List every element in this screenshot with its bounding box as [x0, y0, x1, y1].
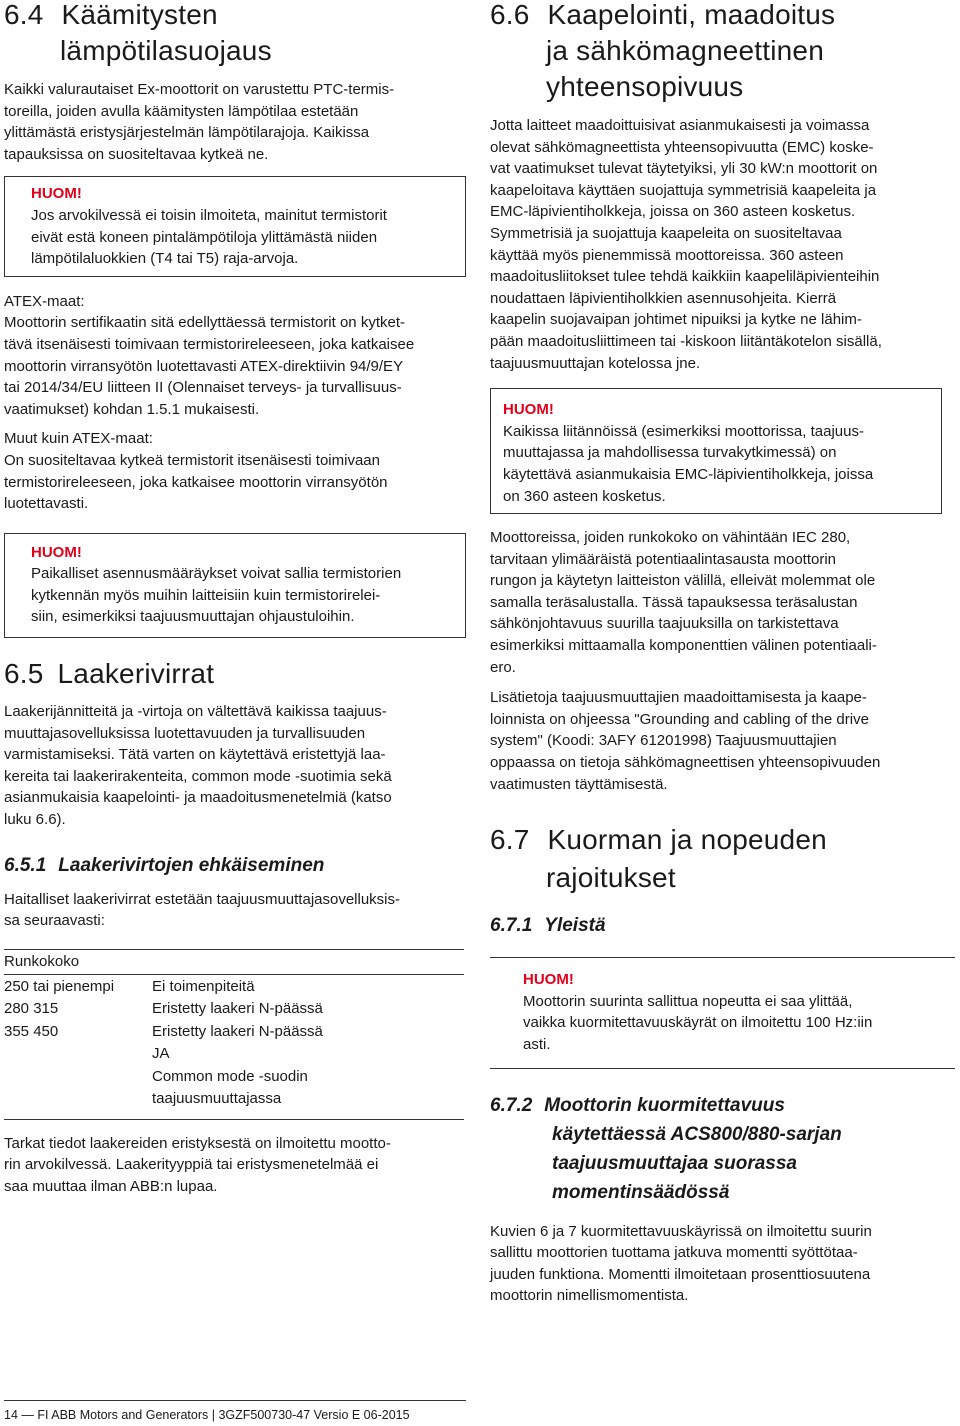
- text-line: luotettavasti.: [4, 495, 89, 513]
- section-6-6-heading: [490, 0, 958, 105]
- table-cell-action: Eristetty laakeri N-päässä: [152, 1000, 323, 1018]
- note-box: [490, 388, 942, 514]
- text-line: kaapelin suojavaipan johtimet nipuiksi ja kytke ne lähim-: [490, 311, 862, 329]
- text-line: taajuusmuuttajassa: [152, 1090, 282, 1108]
- text-line: tarvitaan ylimääräistä potentiaalintasausta moottorin: [490, 550, 837, 568]
- heading-text: Laakerivirrat: [57, 658, 215, 690]
- text-line: taajuusmuuttajan kotelossa jne.: [490, 354, 701, 372]
- text-line: Moottoreissa, joiden runkokoko on vähintään IEC 280,: [490, 529, 851, 547]
- text-line: kereita tai laakerirakenteita, common mode -suotimia sekä: [4, 767, 392, 785]
- heading-text: Laakerivirtojen ehkäiseminen: [58, 854, 325, 876]
- text-line: JA: [152, 1045, 170, 1063]
- note-text: [503, 421, 941, 507]
- section-number: 6.7.2: [490, 1094, 533, 1116]
- paragraph: [490, 115, 958, 374]
- note-heading: HUOM!: [31, 543, 82, 561]
- section-number: 6.5: [4, 658, 44, 690]
- paragraph: [490, 527, 958, 678]
- footer-rule: [4, 1400, 466, 1401]
- table-header: Runkokoko: [4, 949, 464, 975]
- heading-line: rajoitukset: [546, 862, 676, 894]
- text-line: on 360 asteen kosketus.: [503, 487, 666, 505]
- table-row: [4, 976, 464, 999]
- heading-text: Yleistä: [544, 915, 606, 937]
- text-line: pään maadoitusliittimeen tai -kiskoon liitäntäkotelon sisällä,: [490, 332, 882, 350]
- section-6-7-1-heading: [490, 911, 958, 940]
- text-line: tai 2014/34/EU liitteen II (Olennaiset terveys- ja turvallisuus-: [4, 379, 402, 397]
- section-number: 6.6: [490, 0, 530, 30]
- text-line: esimerkiksi mittaamalla komponenttien välinen potentiaali-: [490, 637, 877, 655]
- note-heading: HUOM!: [31, 185, 82, 203]
- text-line: Jotta laitteet maadoittuisivat asianmukaisesti ja voimassa: [490, 117, 870, 134]
- text-line: termistorireleeseen, joka katkaisee moottorin virransyötön: [4, 473, 388, 491]
- table-cell-action: [152, 1021, 464, 1111]
- paragraph: [4, 428, 464, 514]
- text-line: ATEX-maat:: [4, 292, 85, 310]
- text-line: oppaassa on tietoja sähkömagneettisen yhteensopivuuden: [490, 754, 881, 772]
- text-line: Kuvien 6 ja 7 kuormitettavuuskäyrissä on ilmoitettu suurin: [490, 1222, 872, 1240]
- paragraph: [4, 889, 464, 932]
- section-6-7-2-heading: [490, 1091, 958, 1207]
- text-line: muuttajasovelluksissa luotettavuuden ja turvallisuuden: [4, 724, 366, 742]
- text-line: Muut kuin ATEX-maat:: [4, 430, 153, 448]
- text-line: Moottorin sertifikaatin sitä edellyttäessä termistorit on kytket-: [4, 314, 405, 332]
- text-line: siin, esimerkiksi taajuusmuuttajan ohjaustuloihin.: [31, 608, 355, 626]
- heading-line: Kuorman ja nopeuden: [547, 824, 827, 856]
- section-6-5-1-heading: [4, 851, 464, 880]
- section-number: 6.7.1: [490, 915, 533, 937]
- text-line: lämpötilaluokkien (T4 tai T5) raja-arvoja.: [31, 250, 299, 268]
- text-line: rungon ja käytetyn laitteiston välillä, elleivät molemmat ole: [490, 572, 876, 590]
- text-line: moottorin virransyötön luotettavasti ATEX-direktiivin 94/9/EY: [4, 357, 404, 375]
- text-line: luku 6.6).: [4, 811, 66, 829]
- text-line: On suositeltavaa kytkeä termistorit itsenäisesti toimivaan: [4, 451, 380, 469]
- paragraph: [4, 79, 464, 165]
- text-line: Eristetty laakeri N-päässä: [152, 1022, 323, 1040]
- text-line: Jos arvokilvessä ei toisin ilmoiteta, mainitut termistorit: [31, 206, 387, 224]
- table-row: [4, 1021, 464, 1111]
- heading-line: lämpötilasuojaus: [60, 35, 272, 66]
- text-line: loinnista on ohjeessa "Grounding and cabling of the drive: [490, 710, 869, 728]
- note-text: [523, 991, 955, 1056]
- heading-line: taajuusmuuttajaa suorassa: [552, 1152, 797, 1174]
- table-cell-size: 355 450: [4, 1022, 59, 1040]
- heading-line: Käämitysten: [61, 0, 218, 30]
- text-line: rin arvokilvessä. Laakerityyppiä tai eristysmenetelmää ei: [4, 1156, 379, 1174]
- text-line: system" (Koodi: 3AFY 61201998) Taajuusmuuttajien: [490, 732, 837, 750]
- text-line: vaikka kuormitettavuuskäyrät on ilmoitettu 100 Hz:iin: [523, 1014, 873, 1032]
- text-line: tapauksissa on suositeltavaa kytkeä ne.: [4, 145, 269, 163]
- section-number: 6.5.1: [4, 854, 47, 876]
- note-heading: HUOM!: [503, 401, 554, 419]
- text-line: Laakerijännitteitä ja -virtoja on vältettävä kaikissa taajuus-: [4, 703, 387, 721]
- text-line: Common mode -suodin: [152, 1067, 308, 1085]
- text-line: sallittu moottorien tuottama jatkuva momentti syöttötaa-: [490, 1244, 858, 1262]
- note-box: [4, 533, 466, 638]
- heading-line: käytettäessä ACS800/880-sarjan: [552, 1123, 842, 1145]
- text-line: sähkönjohtavuus suurilla taajuuksilla on tarkistettava: [490, 615, 839, 633]
- text-line: toreilla, joiden avulla käämitysten lämpötilaa estetään: [4, 102, 359, 120]
- text-line: kaapeloitava käyttäen suojattuja symmetrisiä kaapeleita ja: [490, 181, 877, 199]
- text-line: vat vaatimukset tulevat täytetyiksi, yli 30 kW:n moottorit on: [490, 160, 878, 178]
- text-line: tävä itsenäisesti toimivaan termistorireleeseen, joka katkaisee: [4, 335, 415, 353]
- text-line: saa muuttaa ilman ABB:n lupaa.: [4, 1178, 218, 1195]
- text-line: asianmukaisia kaapelointi- ja maadoitusmenetelmiä (katso: [4, 789, 392, 807]
- heading-line: yhteensopivuus: [546, 71, 744, 102]
- text-line: ylittämästä eristysjärjestelmän lämpötilarajoja. Kaikissa: [4, 124, 370, 142]
- right-column: [490, 0, 958, 1307]
- text-line: vaatimukset) kohdan 1.5.1 mukaisesti.: [4, 400, 260, 418]
- table-cell-size: 280 315: [4, 1000, 59, 1018]
- section-6-5-heading: [4, 656, 464, 692]
- text-line: Kaikissa liitännöissä (esimerkiksi moottorissa, taajuus-: [503, 422, 864, 440]
- section-6-4-heading: [4, 0, 464, 69]
- text-line: maadoitusliitokset tulee tehdä kaikkiin kaapeliläpivienteihin: [490, 268, 880, 286]
- section-number: 6.7: [490, 824, 530, 856]
- text-line: Symmetrisiä ja suojattuja kaapeleita on suositeltavaa: [490, 224, 842, 242]
- text-line: eivät estä koneen pintalämpötiloja ylittämästä niiden: [31, 228, 378, 246]
- table-cell-action: Ei toimenpiteitä: [152, 977, 255, 995]
- note-text: [31, 563, 465, 628]
- text-line: olevat sähkömagneettista yhteensopivuutta (EMC) koske-: [490, 138, 874, 156]
- heading-line: ja sähkömagneettinen: [546, 35, 824, 66]
- text-line: Lisätietoja taajuusmuuttajien maadoittamisesta ja kaape-: [490, 689, 867, 707]
- heading-line: momentinsäädössä: [552, 1181, 730, 1203]
- paragraph: [4, 701, 464, 831]
- text-line: moottorin nimellismomentista.: [490, 1287, 689, 1305]
- note-box: [490, 957, 955, 1068]
- table-row: [4, 998, 464, 1021]
- left-column: [4, 0, 464, 1198]
- text-line: vaatimusten täyttämisestä.: [490, 775, 668, 793]
- text-line: ero.: [490, 658, 516, 676]
- text-line: muuttajassa ja mahdollisessa turvakytkimessä) on: [503, 444, 837, 462]
- note-heading: HUOM!: [523, 971, 574, 989]
- text-line: EMC-läpivientiholkkeja, joissa on 360 asteen kosketus.: [490, 203, 856, 221]
- text-line: samalla teräsalustalla. Tässä tapauksessa teräsalustan: [490, 593, 858, 611]
- section-number: 6.4: [4, 0, 44, 30]
- note-box: [4, 176, 466, 276]
- text-line: Tarkat tiedot laakereiden eristyksestä on ilmoitettu mootto-: [4, 1134, 391, 1152]
- text-line: kytkennän myös muihin laitteisiin kuin termistorirelei-: [31, 586, 381, 604]
- text-line: juuden funktiona. Momentti ilmoitetaan prosenttiosuutena: [490, 1265, 871, 1283]
- paragraph: [490, 687, 958, 795]
- text-line: Moottorin suurinta sallittua nopeutta ei saa ylittää,: [523, 992, 853, 1010]
- text-line: varmistamiseksi. Tätä varten on käytettävä eristettyjä laa-: [4, 746, 386, 764]
- heading-line: Moottorin kuormitettavuus: [544, 1094, 785, 1116]
- section-6-7-heading: [490, 821, 958, 897]
- heading-line: Kaapelointi, maadoitus: [547, 0, 836, 30]
- table-bottom-rule: [4, 1119, 464, 1121]
- paragraph: [4, 291, 464, 421]
- text-line: asti.: [523, 1036, 551, 1053]
- text-line: noudattaen läpivientiholkkien asennusohjeita. Kierrä: [490, 289, 837, 307]
- text-line: Haitalliset laakerivirrat estetään taajuusmuuttajasovelluksis-: [4, 890, 401, 908]
- text-line: Kaikki valurautaiset Ex-moottorit on varustettu PTC-termis-: [4, 81, 395, 98]
- table-cell-size: 250 tai pienempi: [4, 977, 115, 995]
- frame-size-table: [4, 949, 464, 1121]
- text-line: käyttää myös pienemmissä moottoreissa. 360 asteen: [490, 246, 844, 264]
- text-line: käytettävä asianmukaisia EMC-läpivientiholkkeja, joissa: [503, 465, 874, 483]
- text-line: Paikalliset asennusmääräykset voivat sallia termistorien: [31, 565, 402, 583]
- text-line: sa seuraavasti:: [4, 912, 105, 930]
- paragraph: [490, 1221, 958, 1307]
- paragraph: [4, 1133, 464, 1198]
- page-footer: 14 — FI ABB Motors and Generators | 3GZF500730-47 Versio E 06-2015: [4, 1408, 410, 1422]
- note-text: [31, 205, 465, 270]
